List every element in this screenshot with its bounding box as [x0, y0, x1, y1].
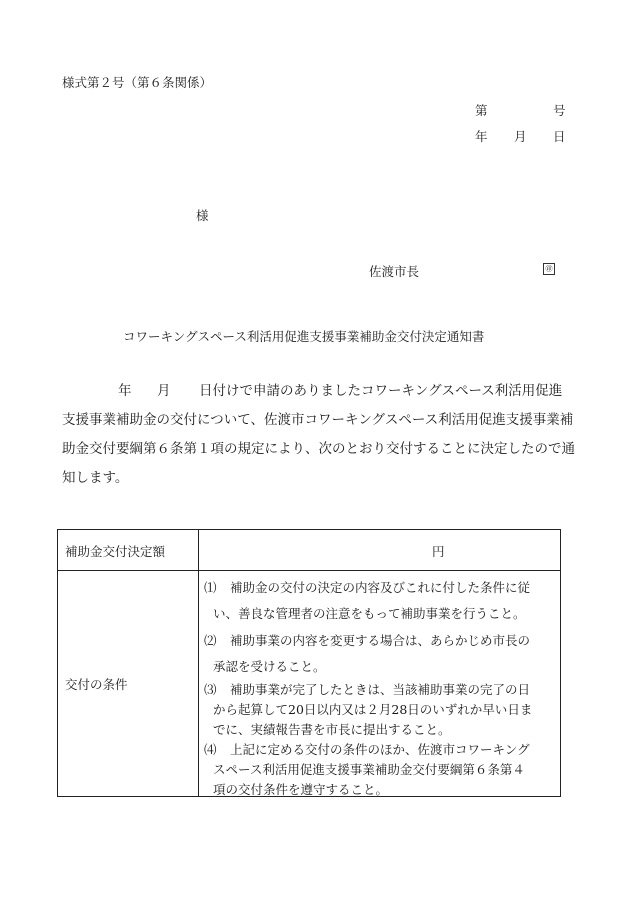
- date-month: 月: [514, 129, 527, 144]
- body-line-1: 日付けで申請のありましたコワーキングスペース利活用促進: [199, 383, 563, 399]
- body-line-3: 助金交付要綱第６条第１項の規定により、次のとおり交付することに決定したので通: [62, 441, 575, 457]
- body-line-2: 支援事業補助金の交付について、佐渡市コワーキングスペース利活用促進支援事業補: [62, 412, 574, 428]
- condition-4-line-2: スペース利活用促進支援事業補助金交付要綱第６条第４: [213, 762, 525, 777]
- condition-3-line-3: でに、実績報告書を市長に提出すること。: [213, 722, 451, 737]
- condition-1-line-1: 補助金の交付の決定の内容及びこれに付した条件に従: [230, 580, 531, 595]
- conditions-label: 交付の条件: [65, 677, 128, 692]
- decision-table: [57, 529, 561, 797]
- amount-label: 補助金交付決定額: [65, 544, 166, 559]
- doc-number-suffix: 号: [553, 103, 566, 118]
- amount-unit: 円: [432, 544, 445, 559]
- body-line-4: 知します。: [62, 470, 129, 486]
- condition-3-line-2: から起算して20日以内又は２月28日のいずれか早い日ま: [213, 702, 533, 717]
- condition-4-line-1: 上記に定める交付の条件のほか、佐渡市コワーキング: [230, 742, 530, 757]
- doc-number-prefix: 第: [475, 103, 488, 118]
- seal-icon: ㊞: [543, 263, 555, 275]
- form-label: 様式第２号（第６条関係）: [62, 75, 213, 90]
- addressee-suffix: 様: [196, 208, 209, 223]
- body-year: 年: [118, 383, 132, 399]
- condition-1-line-2: い、善良な管理者の注意をもって補助事業を行うこと。: [213, 606, 526, 621]
- date-day: 日: [553, 129, 566, 144]
- condition-3-number: ⑶: [204, 682, 217, 697]
- table-row-divider: [58, 570, 560, 571]
- issuer-name: 佐渡市長: [369, 264, 420, 279]
- document-title: コワーキングスペース利活用促進支援事業補助金交付決定通知書: [123, 329, 485, 344]
- condition-3-line-1: 補助事業が完了したときは、当該補助事業の完了の日: [230, 682, 531, 697]
- condition-1-number: ⑴: [204, 580, 217, 595]
- condition-2-line-2: 承認を受けること。: [213, 659, 326, 674]
- condition-4-line-3: 項の交付条件を遵守すること。: [213, 782, 389, 797]
- condition-2-number: ⑵: [204, 633, 217, 648]
- body-month: 月: [157, 383, 171, 399]
- date-year: 年: [475, 129, 488, 144]
- condition-2-line-1: 補助事業の内容を変更する場合は、あらかじめ市長の: [230, 633, 531, 648]
- condition-4-number: ⑷: [204, 742, 217, 757]
